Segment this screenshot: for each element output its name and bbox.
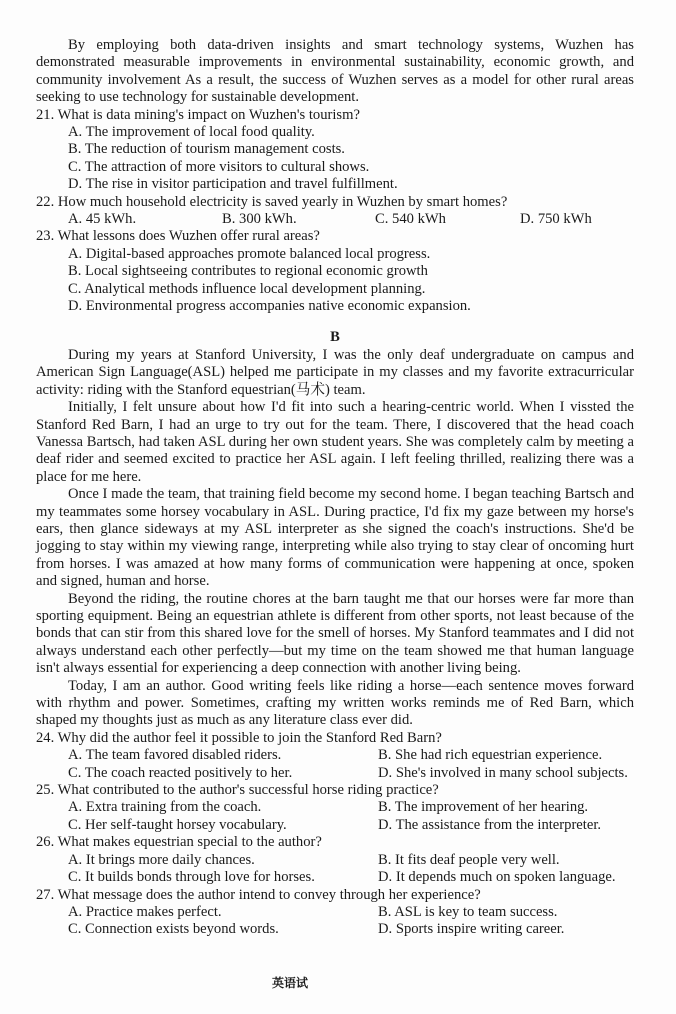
option-a: A. 45 kWh. [68, 211, 137, 228]
options-row [68, 211, 634, 228]
options-row [68, 904, 634, 921]
option-d: D. The rise in visitor participation and travel fulfillment. [68, 176, 398, 193]
option-b: B. The improvement of her hearing. [378, 799, 589, 816]
option-d: D. Environmental progress accompanies native economic expansion. [68, 298, 471, 315]
question-21 [36, 107, 634, 194]
passage-a-conclusion: By employing both data-driven insights and smart technology systems, Wuzhen has demonstrated measurable improvements in environmental sustainability, economic growth, and community involvement As a result, the success of Wuzhen serves as a model for other rural areas seeking to use technology for sustainable development. [36, 37, 634, 106]
option-b: B. She had rich equestrian experience. [378, 747, 603, 764]
question-27 [36, 887, 634, 939]
page-footer: 英语试 [272, 976, 309, 990]
option-d: D. Sports inspire writing career. [378, 921, 565, 938]
options-row [68, 747, 634, 764]
option-c: C. It builds bonds through love for horses. [68, 869, 315, 886]
passage-b-paragraph-1: During my years at Stanford University, I was the only deaf undergraduate on campus and American Sign Language(ASL) helped me participate in my classes and my favorite extracurricular activity: riding with the Stanford equestrian(马术) team. [36, 346, 634, 398]
question-stem: 27. What message does the author intend to convey through her experience? [36, 886, 481, 903]
options-row [68, 817, 634, 834]
options-row [68, 852, 634, 869]
option-a: A. Extra training from the coach. [68, 799, 262, 816]
option-c: C. 540 kWh [375, 211, 446, 228]
option-c: C. The coach reacted positively to her. [68, 764, 293, 781]
option-d: D. It depends much on spoken language. [378, 869, 616, 886]
question-stem: 23. What lessons does Wuzhen offer rural areas? [36, 228, 320, 245]
question-26 [36, 834, 634, 886]
option-d: D. The assistance from the interpreter. [378, 816, 602, 833]
option-a: A. The team favored disabled riders. [68, 747, 282, 764]
question-23 [36, 228, 634, 315]
section-heading: B [330, 328, 340, 345]
option-a: A. It brings more daily chances. [68, 851, 255, 868]
question-24 [36, 730, 634, 782]
question-25 [36, 782, 634, 834]
question-stem: 21. What is data mining's impact on Wuzhen's tourism? [36, 106, 360, 123]
option-c: C. Connection exists beyond words. [68, 921, 279, 938]
options-row [68, 765, 634, 782]
option-c: C. Her self-taught horsey vocabulary. [68, 816, 287, 833]
question-stem: 24. Why did the author feel it possible to join the Stanford Red Barn? [36, 729, 442, 746]
passage-b-paragraph-3: Once I made the team, that training field become my second home. I began teaching Bartsch and my teammates some horsey vocabulary in ASL. During practice, I'd fix my gaze between my horse's ears, then glance sideways at my ASL interpreter as she signed the coach's instructions. She'd be jogging to stay within my viewing range, interpreting while also trying to stay clear of oncoming hurt from horses. I was amazed at how many forms of communication were happening at once, spoken and signed, human and horse. [36, 486, 634, 590]
passage-b-paragraph-4: Beyond the riding, the routine chores at the barn taught me that our horses were far more than sporting equipment. Being an equestrian athlete is different from other sports, not least because of the bonds that can stir from this shared love for the smell of horses. My Stanford teammates and I did not always understand each other perfectly—but my time on the team showed me that human language isn't always essential for experiencing a deep connection with another living being. [36, 590, 634, 677]
options-row [68, 799, 634, 816]
options-row [68, 921, 634, 938]
option-d: D. 750 kWh [520, 211, 592, 228]
option-b: B. ASL is key to team success. [378, 903, 558, 920]
option-b: B. Local sightseeing contributes to regional economic growth [68, 263, 428, 280]
question-stem: 22. How much household electricity is saved yearly in Wuzhen by smart homes? [36, 193, 508, 210]
option-a: A. Practice makes perfect. [68, 903, 222, 920]
question-stem: 26. What makes equestrian special to the author? [36, 834, 322, 851]
option-d: D. She's involved in many school subjects. [378, 764, 628, 781]
passage-b-paragraph-2: Initially, I felt unsure about how I'd fit into such a hearing-centric world. When I vissted the Stanford Red Barn, I had an urge to try out for the team. There, I discovered that the head coach Vanessa Bartsch, had taken ASL during her own student years. She was completely calm by meeting a deaf rider and seemed excited to practice her ASL again. I left feeling thrilled, realizing there was a place for me here. [36, 399, 634, 485]
question-22 [36, 194, 634, 229]
passage-b-paragraph-5: Today, I am an author. Good writing feels like riding a horse—each sentence moves forward with rhythm and power. Sometimes, crafting my written works reminds me of Red Barn, which shaped my thoughts just as much as any literature class ever did. [36, 677, 634, 729]
option-b: B. 300 kWh. [222, 211, 297, 228]
exam-page [36, 37, 634, 939]
question-stem: 25. What contributed to the author's successful horse riding practice? [36, 782, 439, 799]
option-c: C. Analytical methods influence local development planning. [68, 280, 426, 297]
option-c: C. The attraction of more visitors to cultural shows. [68, 158, 370, 175]
option-a: A. Digital-based approaches promote balanced local progress. [68, 245, 431, 262]
option-a: A. The improvement of local food quality. [68, 124, 315, 141]
option-b: B. The reduction of tourism management costs. [68, 141, 345, 158]
option-b: B. It fits deaf people very well. [378, 851, 560, 868]
options-row [68, 869, 634, 886]
